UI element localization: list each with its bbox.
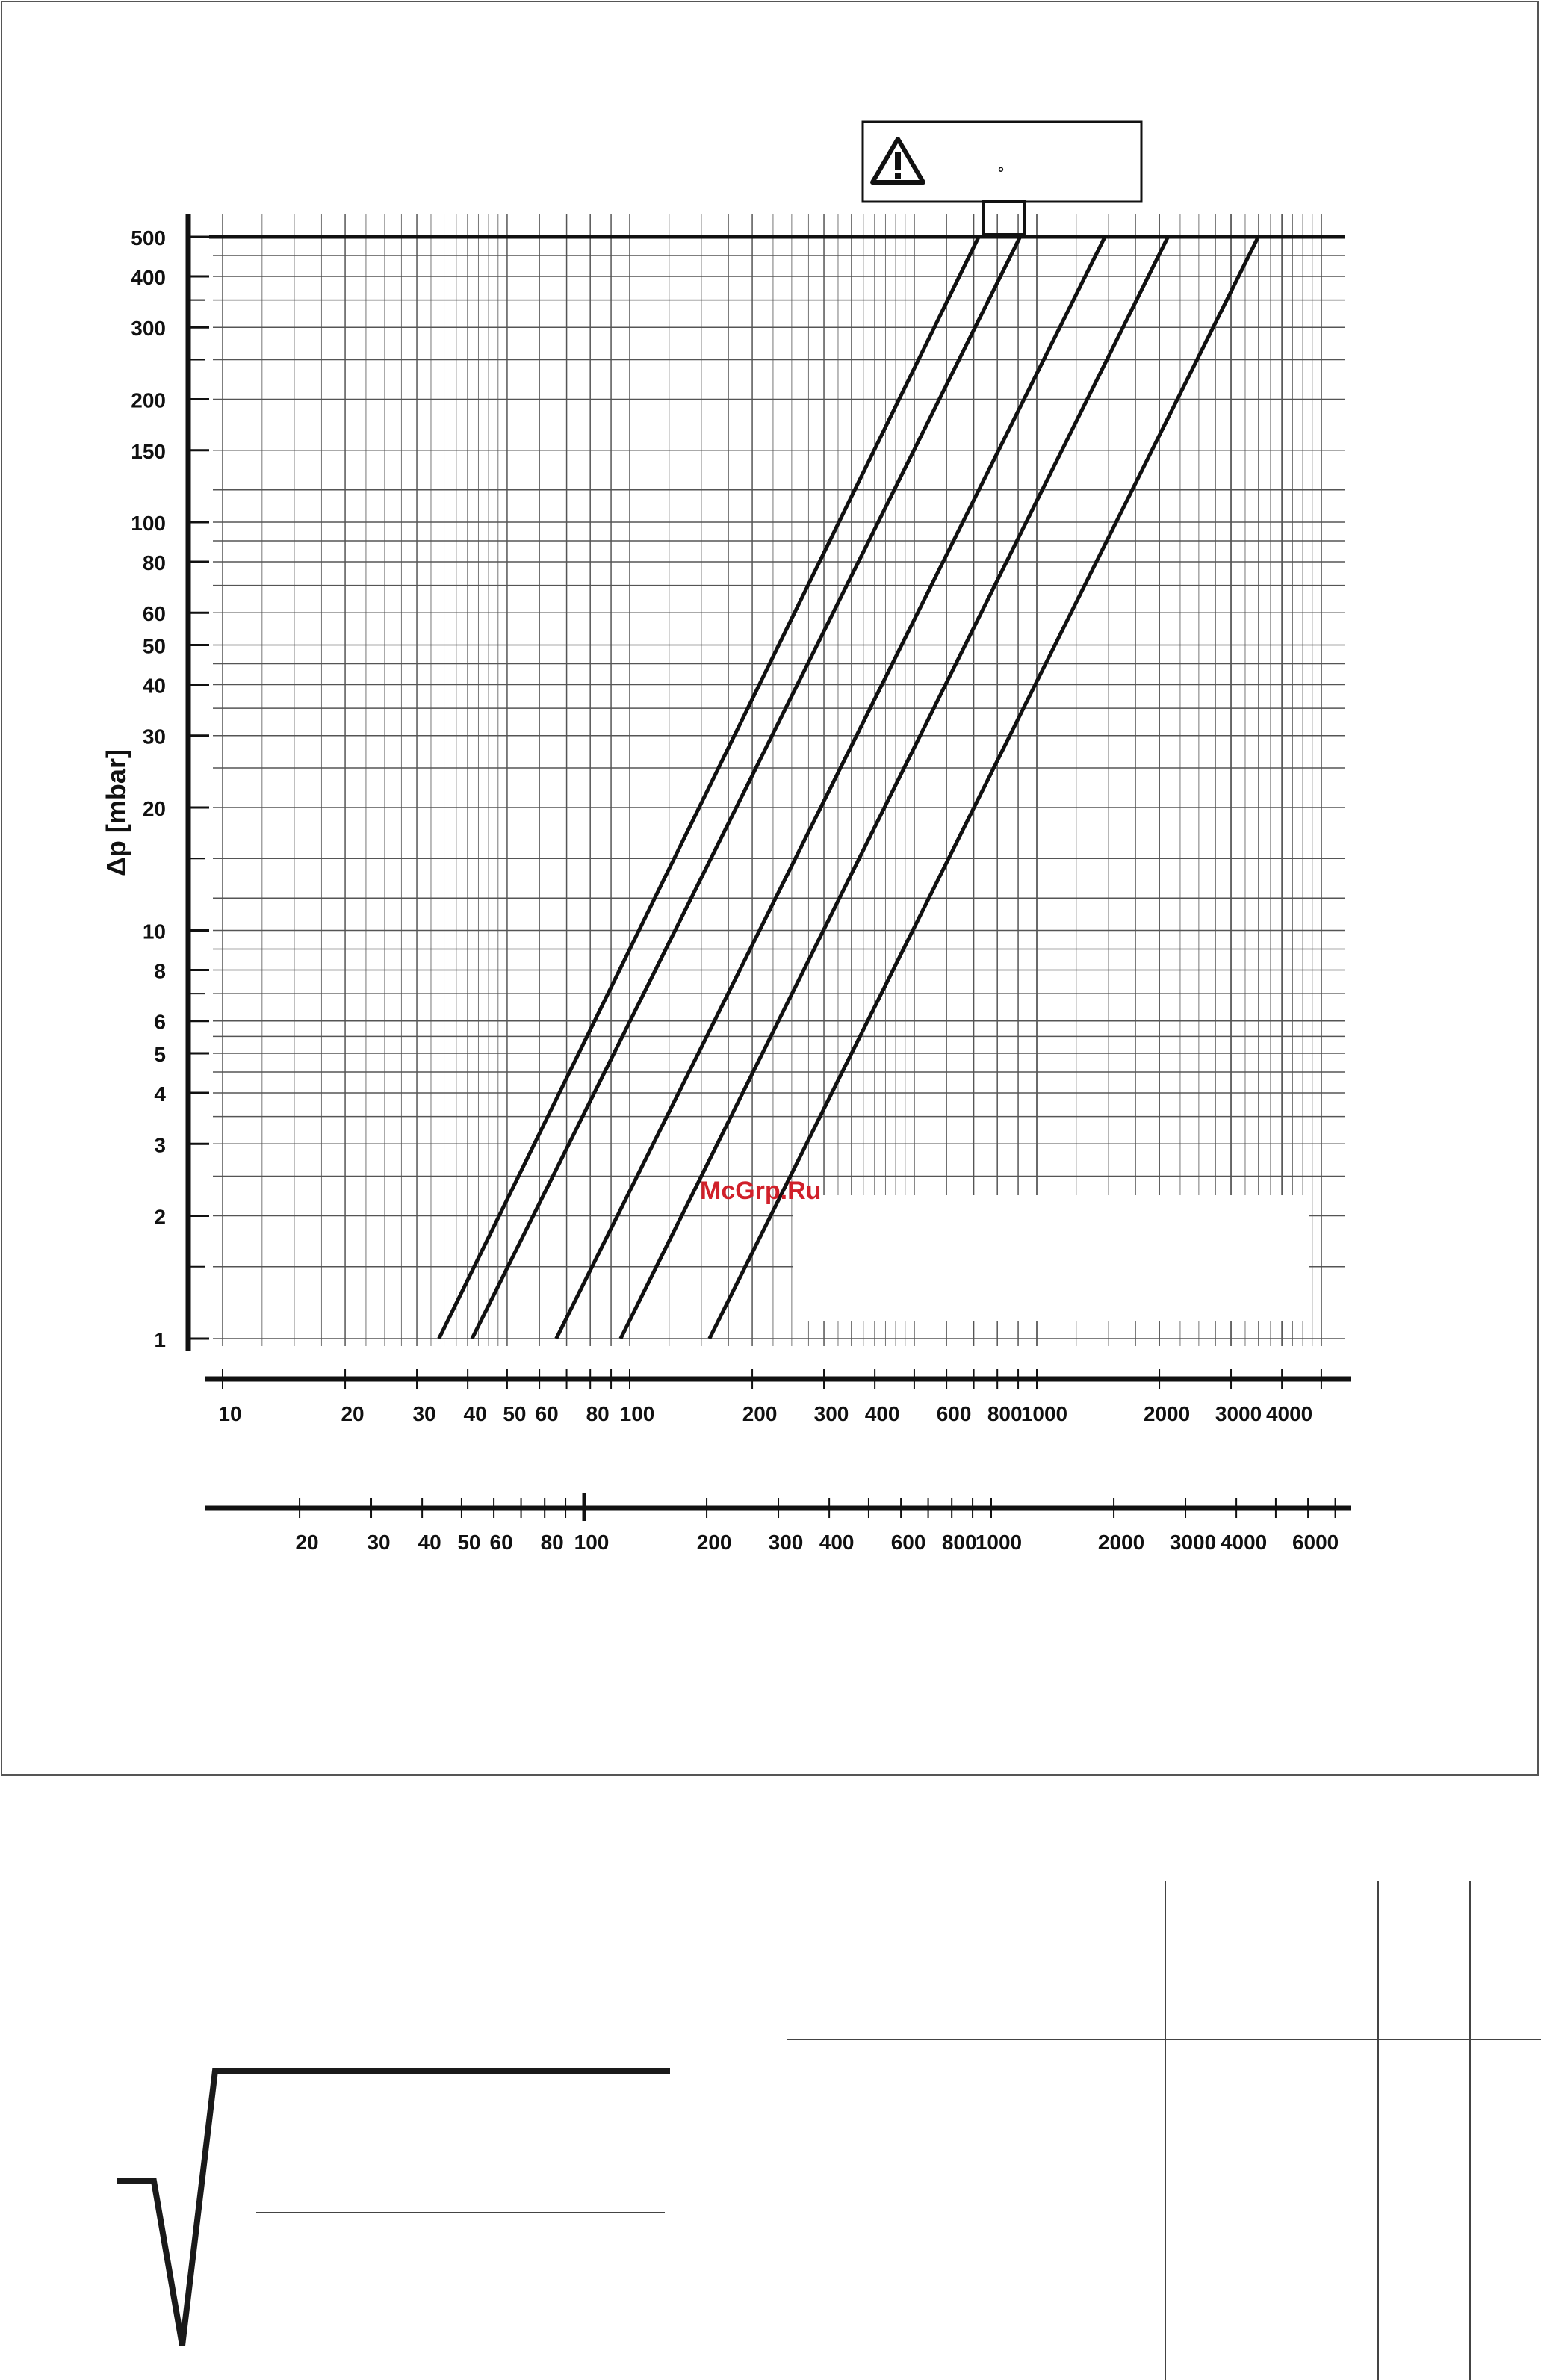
y-tick-label: 6: [154, 1010, 166, 1034]
x-bottom-tick-label: 2000: [1097, 1531, 1145, 1554]
watermark-text: McGrp.Ru: [700, 1177, 822, 1205]
y-tick-label: 1: [154, 1328, 166, 1351]
x-bottom-tick-label: 200: [696, 1531, 732, 1554]
x-top-tick-label: 2000: [1143, 1402, 1191, 1425]
x-top-tick-label: 30: [412, 1402, 436, 1425]
x-top-tick-label: 60: [535, 1402, 559, 1425]
x-top-tick-label: 300: [813, 1402, 849, 1425]
x-bottom-tick-label: 80: [540, 1531, 564, 1554]
x-top-tick-label: 600: [936, 1402, 972, 1425]
x-bottom-tick-label: 800: [941, 1531, 977, 1554]
y-tick-label: 3: [154, 1133, 166, 1157]
x-bottom-tick-label: 6000: [1292, 1531, 1339, 1554]
x-top-tick-label: 4000: [1265, 1402, 1313, 1425]
x-top-tick-label: 50: [503, 1402, 527, 1425]
x-bottom-tick-label: 40: [418, 1531, 441, 1554]
x-top-tick-label: 40: [463, 1402, 487, 1425]
x-top-tick-label: 100: [619, 1402, 655, 1425]
x-top-tick-label: 800: [987, 1402, 1023, 1425]
x-bottom-tick-label: 1000: [975, 1531, 1023, 1554]
y-tick-label: 60: [142, 602, 166, 626]
x-top-tick-label: 20: [341, 1402, 365, 1425]
x-top-tick-label: 10: [218, 1402, 242, 1425]
y-tick-label: 2: [154, 1205, 166, 1229]
y-tick-label: 300: [131, 317, 166, 341]
y-tick-label: 40: [142, 674, 166, 698]
x-top-tick-label: 3000: [1215, 1402, 1262, 1425]
radical-symbol: [117, 2071, 670, 2346]
y-tick-label: 8: [154, 959, 166, 983]
x-bottom-tick-label: 30: [367, 1531, 391, 1554]
y-tick-label: 80: [142, 551, 166, 574]
x-bottom-tick-label: 3000: [1169, 1531, 1217, 1554]
y-tick-label: 20: [142, 796, 166, 820]
x-bottom-tick-label: 60: [489, 1531, 513, 1554]
y-tick-label: 400: [131, 265, 166, 289]
x-bottom-tick-label: 4000: [1220, 1531, 1268, 1554]
y-tick-label: 100: [131, 511, 166, 535]
y-tick-label: 5: [154, 1043, 166, 1067]
y-tick-label: 150: [131, 439, 166, 463]
y-tick-label: 10: [142, 920, 166, 943]
x-bottom-tick-label: 20: [295, 1531, 319, 1554]
y-tick-label: 30: [142, 725, 166, 749]
x-bottom-tick-label: 100: [574, 1531, 610, 1554]
y-axis-label: Δp [mbar]: [101, 749, 131, 876]
x-bottom-tick-label: 400: [819, 1531, 855, 1554]
x-bottom-tick-label: 50: [457, 1531, 481, 1554]
x-top-tick-label: 200: [742, 1402, 778, 1425]
x-top-tick-label: 1000: [1020, 1402, 1068, 1425]
x-bottom-tick-label: 600: [890, 1531, 926, 1554]
x-bottom-tick-label: 300: [768, 1531, 804, 1554]
y-tick-label: 4: [154, 1082, 166, 1106]
y-tick-label: 200: [131, 388, 166, 412]
warning-box-text: °: [998, 165, 1004, 182]
y-tick-label: 500: [131, 226, 166, 250]
x-top-tick-label: 80: [586, 1402, 610, 1425]
y-tick-label: 50: [142, 634, 166, 658]
x-top-tick-label: 400: [864, 1402, 900, 1425]
